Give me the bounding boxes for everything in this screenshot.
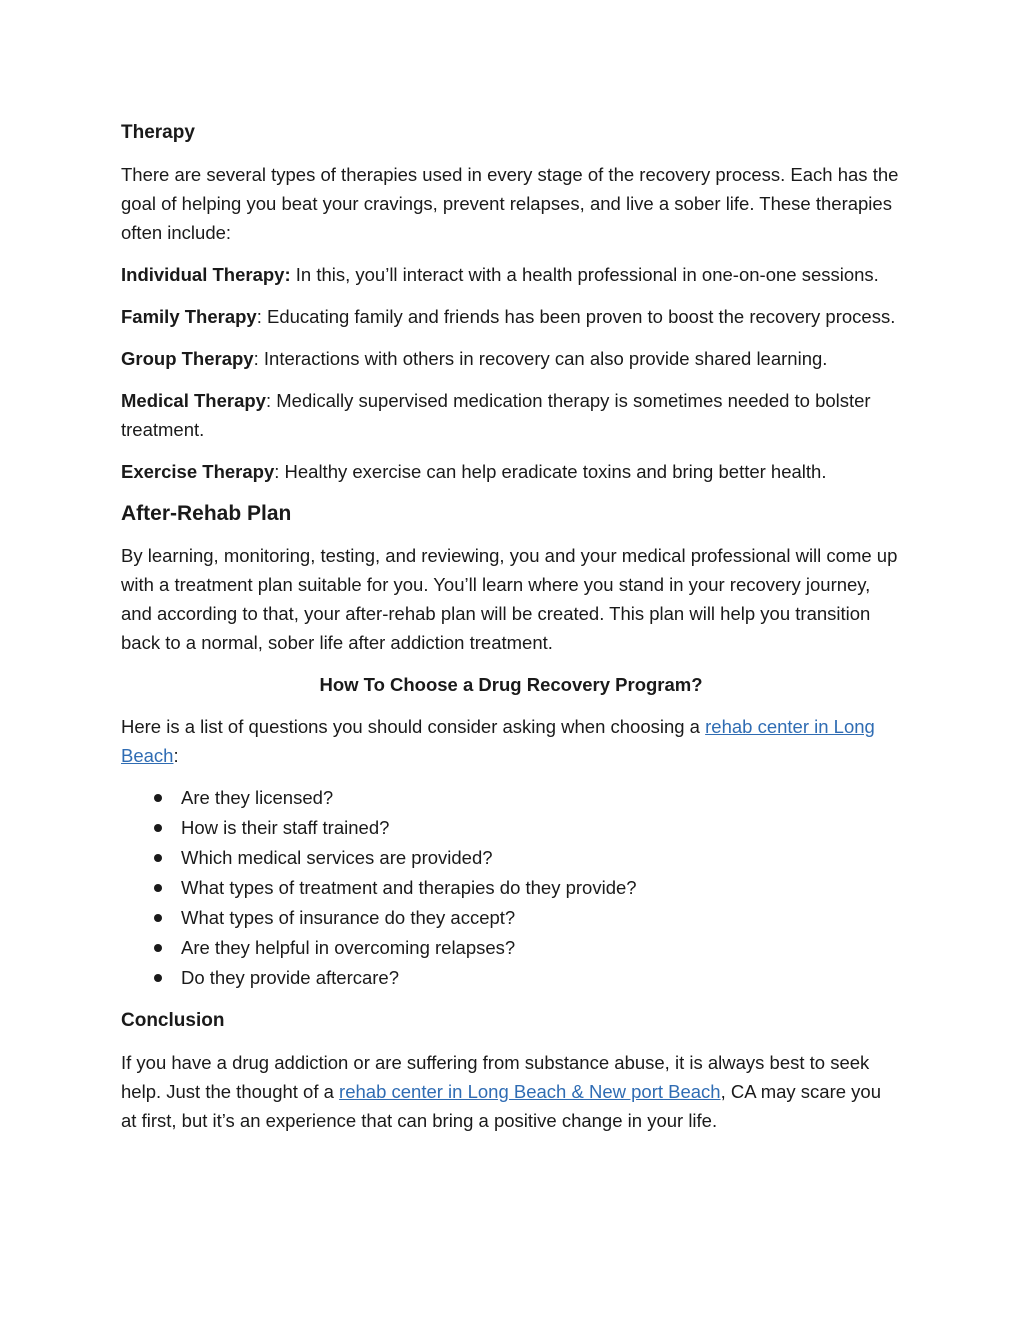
therapy-term: Family Therapy — [121, 306, 257, 327]
bullet-icon — [154, 944, 162, 952]
intro-text-end: : — [173, 745, 179, 766]
therapy-description: In this, you’ll interact with a health professional in one-on-one sessions. — [290, 264, 879, 285]
question-text: Which medical services are provided? — [181, 847, 493, 868]
bullet-icon — [154, 854, 162, 862]
list-item — [121, 843, 901, 873]
conclusion-body — [121, 1048, 901, 1135]
therapy-term: Exercise Therapy — [121, 461, 275, 482]
therapy-type-individual — [121, 260, 901, 289]
question-text: What types of insurance do they accept? — [181, 907, 516, 928]
choose-program-heading: How To Choose a Drug Recovery Program? — [319, 674, 703, 695]
therapy-intro: There are several types of therapies used in every stage of the recovery process. Each has the goal of helping you beat your cravings, prevent relapses, and live a sober life. These therapies often include: — [121, 164, 899, 243]
conclusion-text-end: , CA may scare you at first, but it’s an experience that can bring a positive change in your life. — [121, 1081, 881, 1131]
list-item — [121, 903, 901, 933]
question-text: Are they licensed? — [181, 787, 334, 808]
therapy-description: : Educating family and friends has been proven to boost the recovery process. — [256, 306, 896, 327]
therapy-description: : Interactions with others in recovery can also provide shared learning. — [253, 348, 828, 369]
therapy-description: : Healthy exercise can help eradicate toxins and bring better health. — [274, 461, 827, 482]
choose-program-intro — [121, 712, 901, 770]
list-item — [121, 933, 901, 963]
therapy-type-medical — [121, 386, 901, 444]
document-page — [121, 118, 901, 1148]
question-text: What types of treatment and therapies do they provide? — [181, 877, 637, 898]
question-text: How is their staff trained? — [181, 817, 390, 838]
conclusion-text: If you have a drug addiction or are suffering from substance abuse, it is always best to seek help. Just the thought of a — [121, 1052, 870, 1102]
bullet-icon — [154, 914, 162, 922]
therapy-type-group — [121, 344, 901, 373]
question-text: Are they helpful in overcoming relapses? — [181, 937, 516, 958]
conclusion-heading: Conclusion — [121, 1010, 225, 1031]
list-item — [121, 783, 901, 813]
bullet-icon — [154, 794, 162, 802]
rehab-center-long-beach-newport-link[interactable]: rehab center in Long Beach & New port Beach — [339, 1081, 721, 1102]
question-text: Do they provide aftercare? — [181, 967, 400, 988]
after-rehab-body: By learning, monitoring, testing, and reviewing, you and your medical professional will come up with a treatment plan suitable for you. You’ll learn where you stand in your recovery journey, and according to that, your after-rehab plan will be created. This plan will help you transition back to a normal, sober life after addiction treatment. — [121, 545, 898, 653]
list-item — [121, 873, 901, 903]
bullet-icon — [154, 974, 162, 982]
therapy-description: : Medically supervised medication therapy is sometimes needed to bolster treatment. — [121, 390, 871, 440]
bullet-icon — [154, 884, 162, 892]
therapy-heading: Therapy — [121, 122, 195, 143]
therapy-term: Group Therapy — [121, 348, 254, 369]
list-item — [121, 963, 901, 993]
therapy-term: Individual Therapy: — [121, 264, 291, 285]
questions-list — [121, 783, 901, 993]
therapy-type-family — [121, 302, 901, 331]
intro-text: Here is a list of questions you should consider asking when choosing a — [121, 716, 706, 737]
bullet-icon — [154, 824, 162, 832]
rehab-center-link[interactable]: rehab center in Long Beach — [121, 716, 875, 766]
therapy-type-exercise — [121, 457, 901, 486]
list-item — [121, 813, 901, 843]
after-rehab-heading: After-Rehab Plan — [121, 502, 292, 525]
therapy-term: Medical Therapy — [121, 390, 266, 411]
